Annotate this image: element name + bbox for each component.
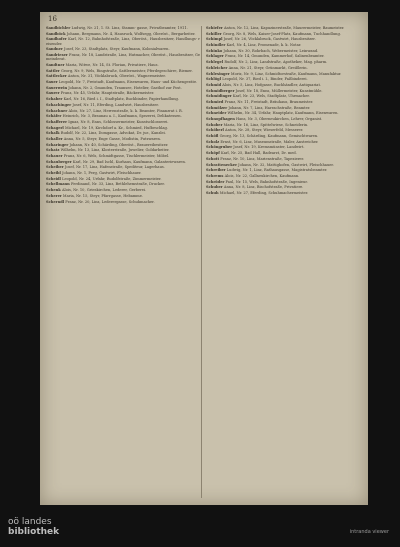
entry-text: Ignaz, Nr. 8, Enns, Schlossermeister, Kunstschlosserei. — [68, 119, 169, 124]
entry-name: Schachner — [46, 108, 68, 113]
directory-entry — [46, 160, 200, 164]
directory-entry — [206, 94, 360, 98]
entry-text: Franz, Nr. 6, Wels, Schmidtgasse, Tischlermeister, Möbel. — [63, 154, 170, 159]
entry-text: Franz, Nr. 18, Landstraße, Linz, Hutmacher, Oberöst., Hausbesitzer, Gemeinderat. — [46, 53, 200, 62]
entry-text: Paul, Nr. 15, Wels, Bahnhofstraße, Ingenieur. — [225, 179, 308, 184]
directory-entry — [46, 91, 200, 95]
entry-text: Rudolf, Nr. 2, Linz, Landstraße, Apotheker, Mag. pharm. — [224, 60, 328, 65]
entry-text: Alois, Nr. 27, Linz, Herrenstraße, k. k. Beamter, Finanzrat i. R. — [68, 108, 183, 113]
directory-entry — [46, 47, 200, 51]
entry-name: Schatz — [46, 148, 60, 153]
entry-text: Karl, Nr. 16, Ried i. I., Stadtplatz, Buchbinder, Papierhandlung. — [63, 97, 179, 102]
directory-entry — [46, 177, 200, 181]
entry-text: Anton, Nr. 31, Vöcklabruck, Oberöst., Wagnermeister. — [67, 74, 166, 79]
entry-text: Alois, Nr. 22, Gallneukirchen, Kaufmann. — [224, 173, 300, 178]
directory-entry — [206, 43, 360, 47]
left-column — [46, 26, 200, 205]
entry-name: Schaller — [46, 136, 63, 141]
entry-text: Leopold, Nr. 7, Freistadt, Kaufmann, Eisenwaren, Haus- und Küchengeräte. — [58, 80, 198, 85]
directory-entry — [46, 200, 200, 204]
logo-text-top: oö landes — [8, 517, 52, 527]
entry-text: Ferdinand, Nr. 33, Linz, Bethlehemstraße, Drucker. — [70, 182, 165, 187]
directory-entry — [46, 37, 200, 46]
entry-name: Sandböck — [46, 31, 66, 36]
entry-name: Schreiber — [206, 168, 226, 173]
entry-name: Sandhofer — [46, 37, 67, 42]
directory-entry — [46, 120, 200, 124]
entry-name: Schmied — [206, 99, 224, 104]
entry-text: Franz, Nr. 11, Freistadt, Bräuhaus, Braumeister. — [224, 99, 314, 104]
entry-name: Sattlecker — [46, 74, 67, 79]
entry-text: Michael, Nr. 27, Eferding, Schuhmachermeister. — [219, 190, 309, 195]
entry-text: Karl, Nr. 23, Wels, Stadtplatz, Uhrmacher. — [232, 94, 310, 99]
directory-entry — [206, 117, 360, 121]
directory-entry — [46, 86, 200, 90]
directory-entry — [46, 63, 200, 67]
directory-entry — [46, 114, 200, 118]
directory-entry — [46, 131, 200, 135]
entry-name: Schlegel — [206, 60, 224, 65]
entry-name: Saurer — [46, 91, 60, 96]
entry-name: Sandtner — [46, 63, 65, 68]
entry-name: Schlager — [206, 54, 224, 59]
directory-entry — [206, 180, 360, 184]
directory-entry — [206, 168, 360, 172]
entry-name: Sandbichler — [46, 26, 71, 30]
entry-name: Schmidinger — [206, 94, 232, 99]
directory-entry — [206, 157, 360, 161]
directory-entry — [206, 123, 360, 127]
entry-name: Schuh — [206, 190, 219, 195]
entry-text: Heinrich, Nr. 3, Braunau a. I., Kaufmann, Spezerei, Delikatessen. — [62, 114, 182, 119]
entry-text: Wilhelm, Nr. 34, Urfahr, Hauptplatz, Kaufmann, Eisenwaren. — [227, 111, 339, 116]
directory-entry — [206, 66, 360, 70]
directory-entry — [206, 140, 360, 144]
entry-text: Ludwig, Nr. 21, 1. St. Linz, Stamm- gasse, Privatbeamter, 1911. — [71, 26, 188, 30]
entry-name: Sandrieser — [46, 53, 68, 58]
entry-name: Schneider — [206, 111, 227, 116]
directory-entry — [46, 126, 200, 130]
entry-name: Schenk — [46, 188, 61, 193]
directory-entry — [46, 69, 200, 73]
directory-entry — [206, 163, 360, 167]
entry-name: Schachinger — [46, 102, 72, 107]
entry-text: Moriz, Nr. 9, Linz, Schmidtorstraße, Kaufmann, Manufaktur. — [230, 71, 342, 76]
entry-text: Johann, Bergmann, Nr. 4, Hausruck, Wolfsegg, Oberöst., Bergarbeiter. — [66, 31, 196, 36]
entry-text: Hans, Nr. 3, Oberneukirchen, Lehrer, Organist. — [235, 117, 323, 121]
entry-name: Scheibl — [46, 171, 61, 176]
directory-entry — [206, 60, 360, 64]
entry-name: Schleicher — [206, 65, 228, 70]
entry-name: Schaber — [46, 97, 63, 102]
directory-entry — [206, 185, 360, 189]
entry-text: Josef, Nr. 23, Stadtplatz, Steyr, Kaufmann, Kolonialwaren. — [64, 47, 170, 52]
directory-entry — [206, 106, 360, 110]
entry-text: Leopold, Nr. 24, Urfahr, Rudolfstraße, Zimmermeister. — [62, 176, 162, 181]
entry-text: Johann, Nr. 2, Gmunden, Traunsee, Hotelier, Gasthof zur Post. — [68, 85, 182, 90]
logo-text-bottom: bibliothek — [8, 527, 60, 537]
entry-text: Karl, Nr. 4, Linz, Promenade, k. k. Notar. — [226, 43, 302, 48]
entry-name: Schöfl — [206, 134, 219, 139]
directory-entry — [46, 188, 200, 192]
entry-name: Schagerl — [46, 125, 64, 130]
entry-text: Johann, Nr. 7, Linz, Harrachstraße, Beamter. — [228, 105, 311, 110]
directory-entry — [206, 49, 360, 53]
entry-text: Anna, Nr. 5, Steyr, Enge Gasse, Modistin, Putzwaren. — [63, 136, 161, 141]
entry-text: Anton, Nr. 12, Linz, Kapuzinerstraße, Maurermeister, Baumeister. — [223, 26, 345, 30]
entry-text: Josef, Nr. 17, Linz, Hafenstraße, Spediteur, Lagerhaus. — [64, 165, 165, 170]
entry-name: Schlögl — [206, 77, 222, 82]
entry-name: Schäfer — [46, 114, 62, 119]
directory-entry — [206, 77, 360, 81]
entry-name: Scharinger — [46, 142, 69, 147]
directory-entry — [206, 145, 360, 149]
entry-name: Scheiber — [46, 165, 64, 170]
entry-text: Johann, Nr. 30, Rohrbach, Webermeister, Leinwand. — [223, 48, 319, 53]
entry-name: Schöngruber — [206, 145, 233, 150]
entry-text: Ernst, Nr. 6, Linz, Museumstraße, Maler, Anstreicher. — [220, 139, 319, 144]
entry-name: Schauer — [46, 154, 63, 159]
directory-entry — [206, 134, 360, 138]
entry-text: Leopold, Nr. 37, Ried i. I., Binder, Faßbinderei. — [222, 77, 308, 82]
directory-entry — [46, 182, 200, 186]
entry-text: Josef, Nr. 26, Vöcklabruck, Gastwirt, Hausbesitzer. — [223, 37, 316, 42]
entry-name: Sattler — [46, 68, 60, 73]
entry-name: Schrattenecker — [206, 162, 237, 167]
entry-text: Ludwig, Nr. 1, Linz, Rathausgasse, Magistratsbeamter. — [226, 168, 328, 173]
entry-name: Schinko — [206, 48, 223, 53]
directory-entry — [206, 89, 360, 93]
entry-name: Scholz — [206, 139, 220, 144]
entry-name: Schlesinger — [206, 71, 230, 76]
entry-name: Schmölzer — [206, 105, 228, 110]
directory-entry — [206, 72, 360, 76]
entry-text: Alois, Nr. 5, Linz, Hofgasse, Buchhändler, Antiquariat. — [222, 82, 322, 87]
entry-name: Schalk — [46, 131, 60, 136]
page-number: 16 — [48, 15, 57, 23]
entry-name: Schiller — [206, 31, 222, 36]
entry-text: Anna, Nr. 8, Linz, Bischofstraße, Privatiere. — [223, 185, 304, 190]
entry-name: Schiefer — [206, 26, 223, 30]
directory-entry — [46, 109, 200, 113]
entry-name: Schober — [206, 122, 223, 127]
directory-entry — [46, 154, 200, 158]
entry-text: Rudolf, Nr. 22, Linz, Domgasse, Advokat, Dr. jur., Kanzlei. — [60, 131, 166, 136]
entry-name: Schmidberger — [206, 88, 235, 93]
directory-entry — [206, 32, 360, 36]
entry-text: Michael, Nr. 19, Kirchdorf a. Kr., Schmied, Hufbeschlag. — [64, 125, 168, 130]
entry-text: Franz, Nr. 14, Gmunden, Kammerhof, Salinenbeamter. — [224, 54, 325, 59]
viewer-label: intranda viewer — [349, 529, 389, 535]
entry-text: Georg, Nr. 8, Wels, Kaiser-Josef-Platz, Kaufmann, Tuchhandlung. — [222, 31, 341, 36]
entry-text: Franz, Nr. 20, Linz, Lederergasse, Schuhmacher. — [65, 199, 155, 204]
entry-text: Johann, Nr. 1, Perg, Gastwirt, Fleischhauer. — [62, 171, 142, 176]
directory-entry — [46, 137, 200, 141]
entry-name: Sauer — [46, 80, 58, 85]
entry-text: Maria, Nr. 15, Steyr, Pfarrgasse, Hebamme. — [62, 193, 143, 198]
directory-entry — [46, 171, 200, 175]
entry-text: Franz, Nr. 45, Urfahr, Hauptstraße, Bäckermeister. — [60, 91, 155, 96]
entry-text: Karl, Nr. 12, Bahnhofstraße, Linz, Oberöst., Hausbesitzer, Handlungs- reisender. — [46, 37, 200, 46]
directory-entry — [206, 174, 360, 178]
entry-text: Josef, Nr. 18, Enns, Müllermeister, Kunstmühle. — [235, 88, 323, 93]
entry-name: Sauerwein — [46, 85, 68, 90]
entry-name: Scheidl — [46, 176, 61, 181]
entry-text: Anna, Nr. 21, Steyr, Grünmarkt, Greißlerin. — [228, 65, 308, 70]
directory-entry — [206, 26, 360, 30]
entry-name: Scherndl — [46, 199, 65, 204]
entry-name: Schafferer — [46, 119, 68, 124]
directory-entry — [46, 165, 200, 169]
directory-entry — [46, 148, 200, 152]
directory-entry — [206, 111, 360, 115]
right-column — [206, 26, 360, 197]
entry-name: Schmid — [206, 82, 222, 87]
entry-name: Schott — [206, 156, 220, 161]
entry-name: Schöberl — [206, 128, 224, 133]
entry-text: Georg, Nr. 13, Schärding, Kaufmann, Gemischtwaren. — [219, 134, 319, 139]
entry-text: Josef, Nr. 11, Eferding, Landwirt, Hausbesitzer. — [72, 102, 159, 107]
entry-name: Schindler — [206, 43, 226, 48]
entry-name: Schöpf — [206, 151, 220, 156]
entry-text: Georg, Nr. 9, Wels, Ringstraße, Sattlermeister, Pferdegeschirre, Riemer. — [60, 68, 193, 73]
entry-text: Maria, Nr. 16, Linz, Spittelwiese, Schneiderin. — [223, 122, 309, 127]
directory-entry — [206, 100, 360, 104]
entry-text: Johann, Nr. 40, Schärding, Oberöst., Brauereibesitzer. — [69, 142, 169, 147]
directory-entry — [206, 54, 360, 58]
entry-name: Schröder — [206, 179, 225, 184]
entry-name: Sandner — [46, 47, 63, 52]
entry-text: Franz, Nr. 10, Linz, Marienstraße, Tapezierer. — [220, 156, 305, 161]
directory-entry — [46, 103, 200, 107]
directory-entry — [46, 26, 200, 30]
directory-entry — [46, 194, 200, 198]
entry-name: Schuber — [206, 185, 223, 190]
directory-entry — [206, 151, 360, 155]
entry-name: Schnopfhagen — [206, 117, 235, 121]
entry-text: Alois, Nr. 10, Grieskirchen, Lederer, Gerberei. — [61, 188, 147, 193]
directory-entry — [206, 37, 360, 41]
entry-name: Schrems — [206, 173, 224, 178]
directory-entry — [46, 53, 200, 62]
directory-entry — [206, 128, 360, 132]
entry-text: Johann, Nr. 32, Mattighofen, Gastwirt, Fleischhauer. — [238, 162, 334, 167]
entry-name: Scherer — [46, 193, 62, 198]
entry-text: Karl, Nr. 29, Bad Ischl, Kurhaus, Kaufmann, Galanteriewaren. — [72, 159, 186, 164]
directory-entry — [46, 97, 200, 101]
directory-entry — [46, 32, 200, 36]
directory-entry — [46, 74, 200, 78]
entry-text: Josef, Nr. 19, Kremsmünster, Landwirt. — [233, 145, 305, 150]
column-divider — [201, 26, 202, 498]
entry-text: Karl, Nr. 25, Bad Hall, Badearzt, Dr. med. — [221, 151, 297, 156]
directory-entry — [46, 80, 200, 84]
directory-entry — [206, 83, 360, 87]
entry-text: Anton, Nr. 28, Steyr, Wieserfeld, Messerer. — [225, 128, 304, 133]
entry-text: Wilhelm, Nr. 13, Linz, Klosterstraße, Juwelier, Goldarbeiter. — [60, 148, 170, 153]
entry-text: Maria, Witwe, Nr. 14, St. Florian, Privatiere, Haus. — [65, 63, 159, 68]
entry-name: Schauberger — [46, 159, 72, 164]
directory-entry — [46, 143, 200, 147]
library-logo[interactable] — [8, 518, 59, 537]
book-page — [40, 12, 368, 505]
entry-name: Schimpl — [206, 37, 223, 42]
directory-entry — [206, 191, 360, 195]
entry-name: Schellmann — [46, 182, 70, 187]
